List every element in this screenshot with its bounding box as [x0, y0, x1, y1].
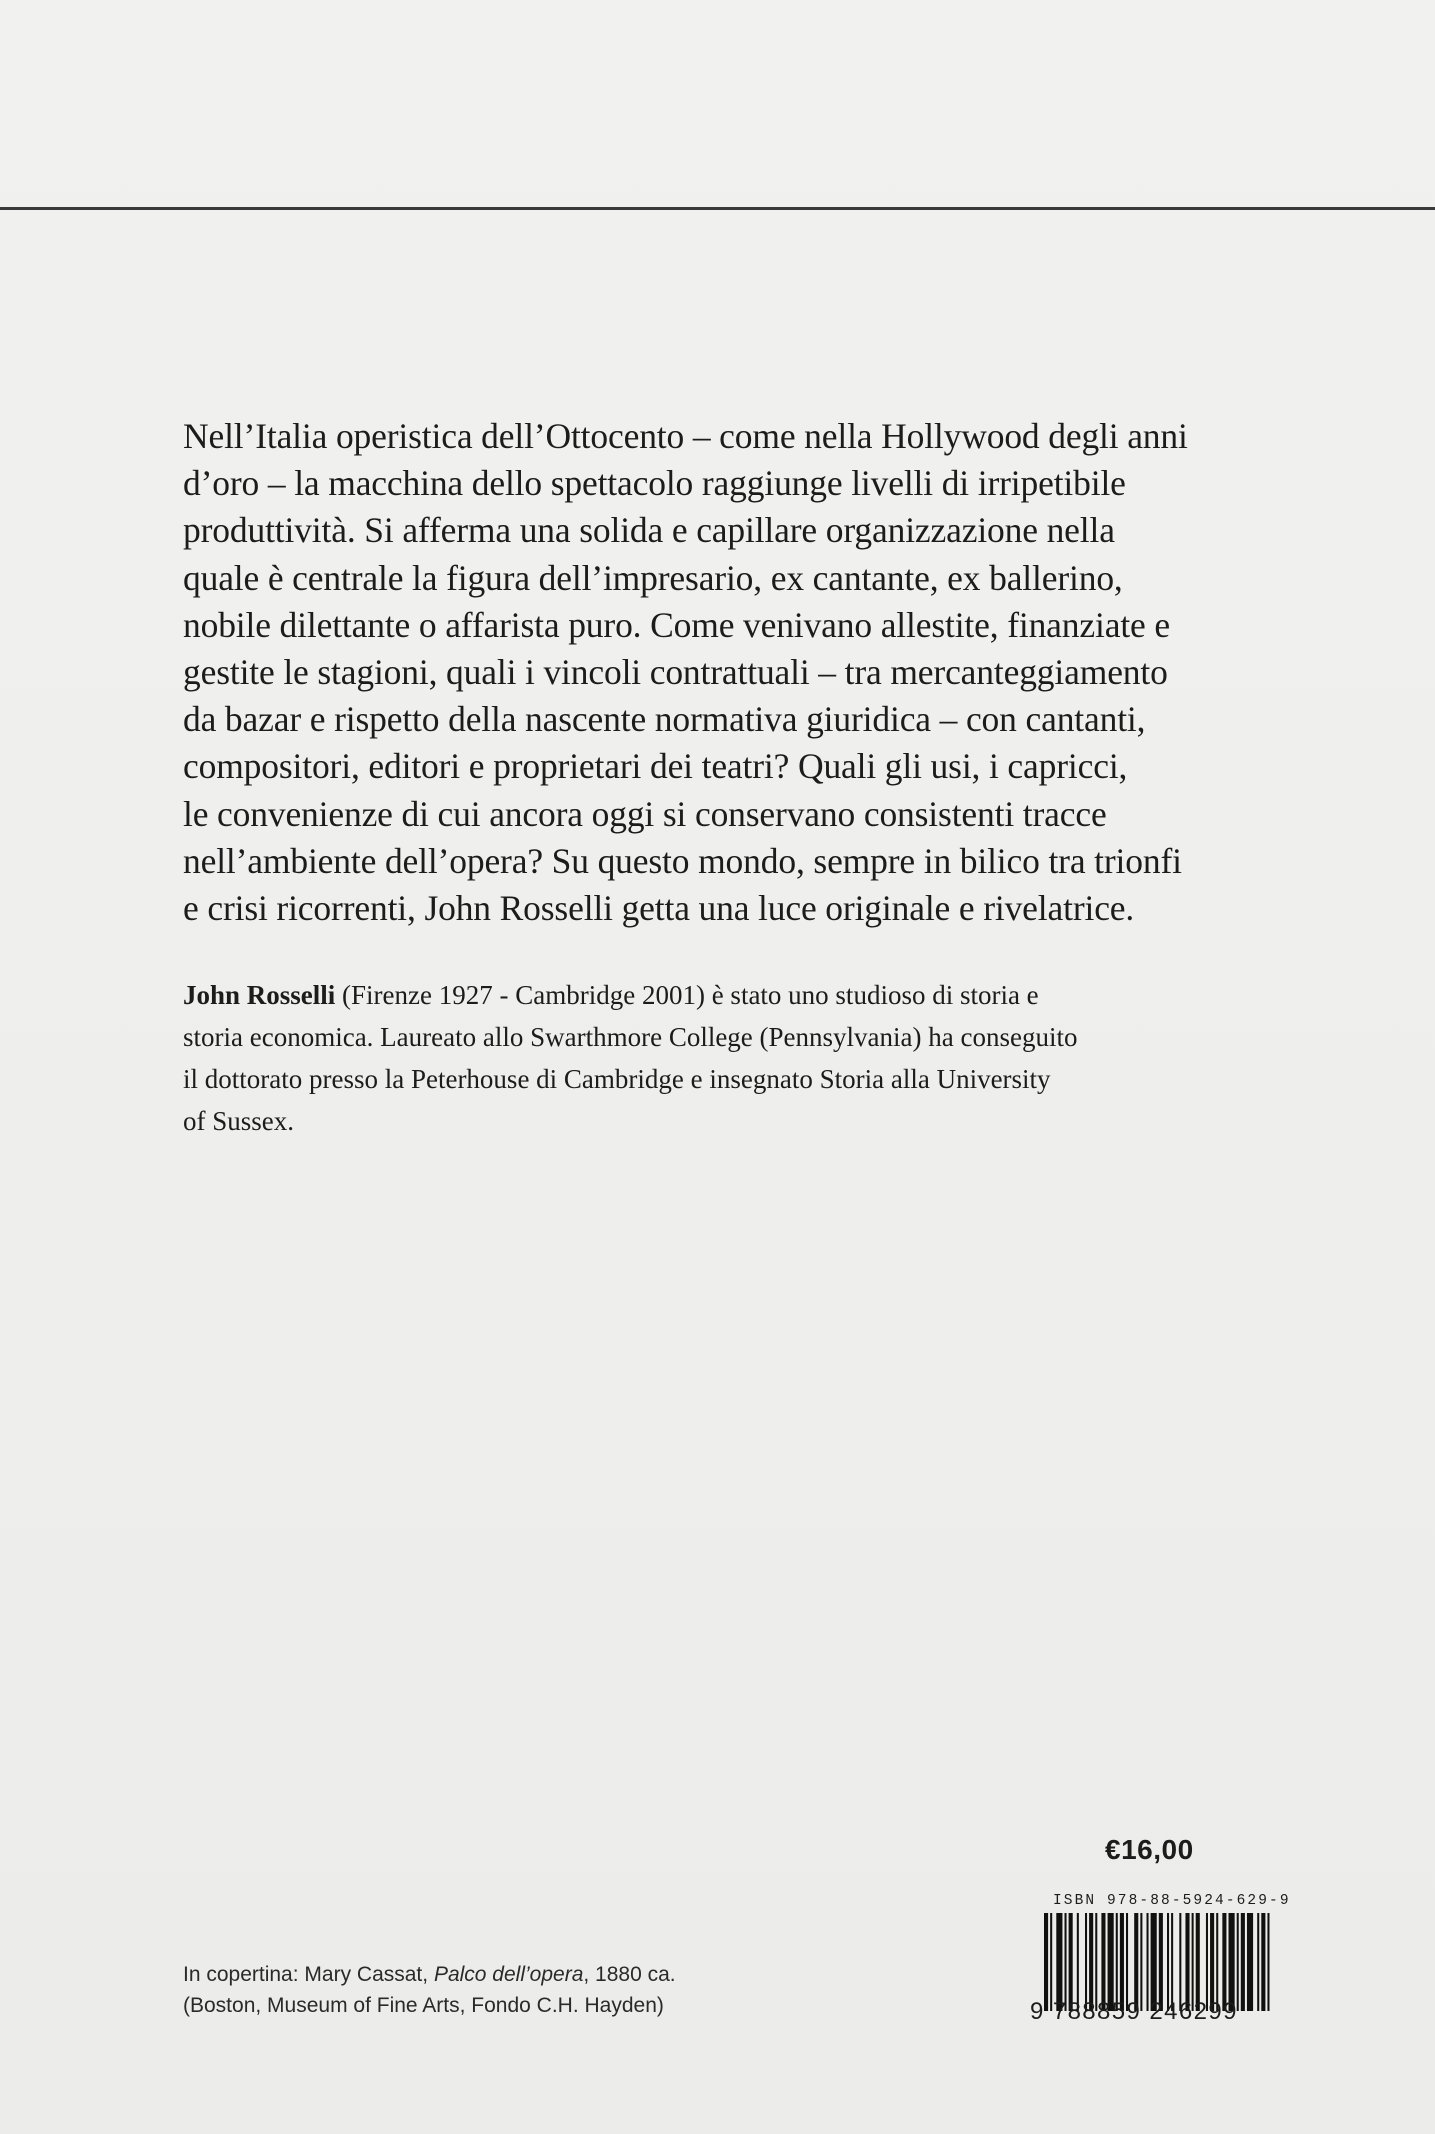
author-bio: [183, 974, 1303, 1142]
top-divider-line: [0, 207, 1435, 210]
cover-credit-suffix: , 1880 ca.: [583, 1963, 676, 1986]
blurb-line: Nell’Italia operistica dell’Ottocento – come nella Hollywood degli anni: [183, 416, 1188, 456]
cover-credit: [183, 1959, 883, 2021]
price-label: €16,00: [1105, 1834, 1194, 1865]
bio-line: of Sussex.: [183, 1106, 295, 1136]
bio-line: storia economica. Laureato allo Swarthmore College (Pennsylvania) ha conseguito: [183, 1022, 1078, 1052]
blurb-line: quale è centrale la figura dell’impresario, ex cantante, ex ballerino,: [183, 557, 1123, 598]
barcode-digits: 9 788859 246299: [1030, 1998, 1238, 2025]
bio-line: il dottorato presso la Peterhouse di Cambridge e insegnato Storia alla University: [183, 1064, 1051, 1094]
author-name: John Rosselli: [183, 980, 336, 1010]
blurb-line: le convenienze di cui ancora oggi si conservano consistenti tracce: [183, 793, 1107, 834]
blurb-line: produttività. Si afferma una solida e capillare organizzazione nella: [183, 510, 1115, 551]
blurb-line: compositori, editori e proprietari dei teatri? Quali gli usi, i capricci,: [183, 746, 1128, 787]
blurb-text: [183, 413, 1303, 932]
cover-credit-line: [183, 1959, 883, 1990]
cover-credit-line: (Boston, Museum of Fine Arts, Fondo C.H. Hayden): [183, 1994, 664, 2017]
bio-line: [183, 974, 1303, 1016]
artwork-title: Palco dell’opera: [433, 1963, 584, 1986]
blurb-line: d’oro – la macchina dello spettacolo raggiunge livelli di irripetibile: [183, 463, 1126, 504]
blurb-line: nell’ambiente dell’opera? Su questo mondo, sempre in bilico tra trionfi: [183, 840, 1182, 881]
bio-first-line-text: (Firenze 1927 - Cambridge 2001) è stato uno studioso di storia e: [335, 980, 1039, 1010]
blurb-line: nobile dilettante o affarista puro. Come venivano allestite, finanziate e: [183, 604, 1170, 645]
blurb-line: e crisi ricorrenti, John Rosselli getta una luce originale e rivelatrice.: [183, 888, 1135, 929]
cover-credit-prefix: In copertina: Mary Cassat,: [183, 1963, 434, 1986]
blurb-line: da bazar e rispetto della nascente normativa giuridica – con cantanti,: [183, 699, 1146, 740]
barcode-icon: [1042, 1913, 1270, 2011]
blurb-line: gestite le stagioni, quali i vincoli contrattuali – tra mercanteggiamento: [183, 652, 1168, 693]
isbn-label: ISBN 978-88-5924-629-9: [1053, 1893, 1291, 1909]
